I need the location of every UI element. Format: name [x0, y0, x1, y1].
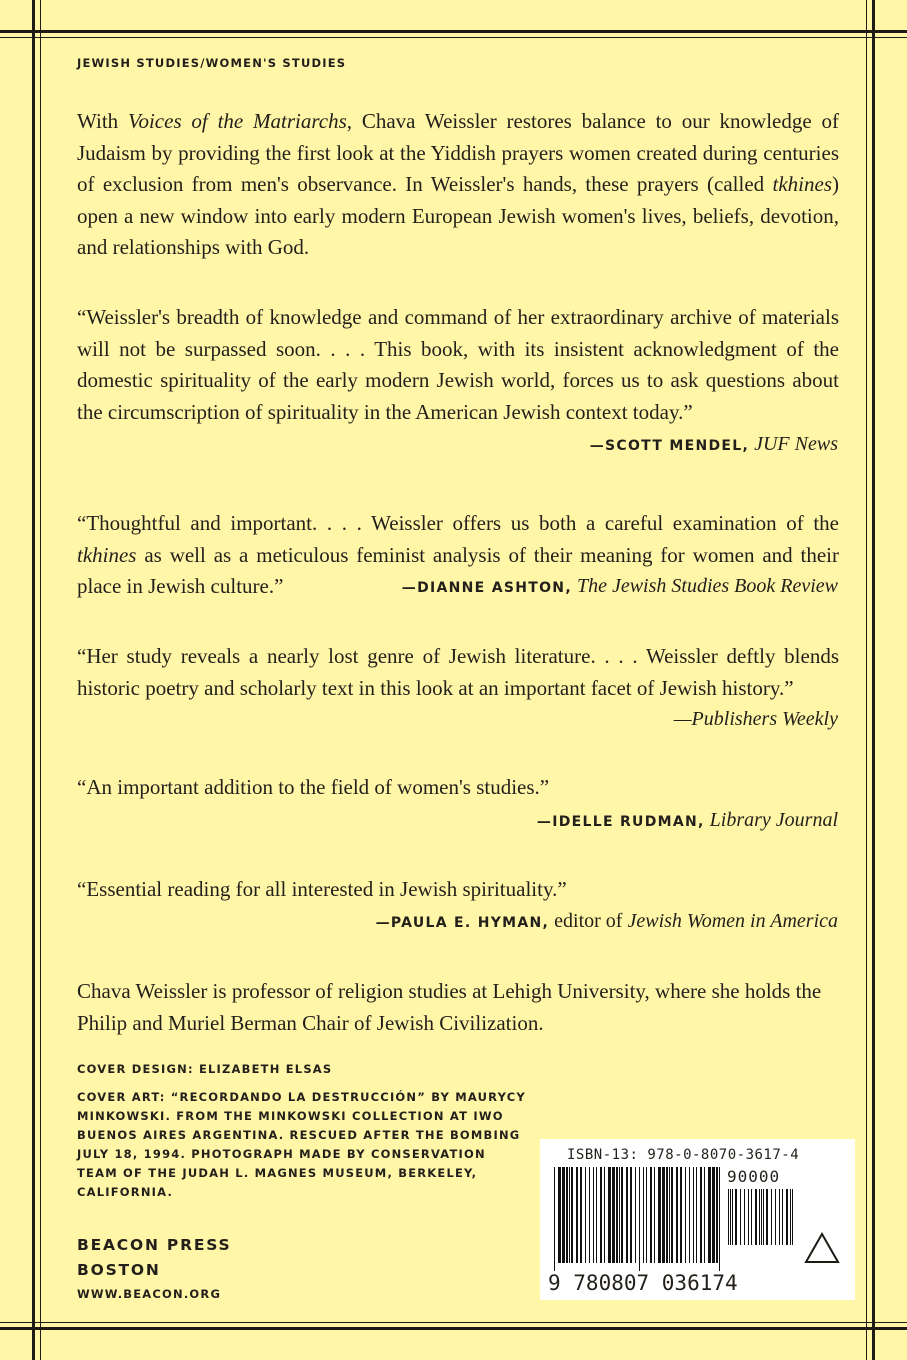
barcode-bar [593, 1167, 594, 1263]
barcode-bar [671, 1167, 673, 1263]
isbn-barcode [540, 1139, 855, 1300]
frame-rule-left-outer [32, 0, 35, 1360]
review-attribution-4 [537, 806, 838, 836]
tkhines-term: tkhines [772, 172, 832, 196]
barcode-bars [554, 1167, 724, 1271]
barcode-bar [571, 1167, 573, 1263]
cover-art-credit: COVER ART: “RECORDANDO LA DESTRUCCIÓN” BY MAURYCY MINKOWSKI. FROM THE MINKOWSKI COLLECTION AT IWO BUENOS AIRES ARGENTINA. RESCUED AFTER THE BOMBING JULY 18, 1994. PHOTOGRAPH MADE BY CONSERVATION TEAM OF THE JUDAH L. MAGNES MUSEUM, BERKELEY, CALIFORNIA. [77, 1090, 526, 1199]
barcode-bar [643, 1167, 644, 1263]
barcode-bar [786, 1189, 788, 1245]
isbn-digits: 9 780807 036174 [548, 1271, 738, 1295]
category-label: JEWISH STUDIES/WOMEN'S STUDIES [77, 56, 347, 70]
frame-rule-right-outer [872, 0, 875, 1360]
barcode-bar [712, 1167, 715, 1263]
description-pre: With [77, 109, 128, 133]
barcode-bar [608, 1167, 611, 1263]
barcode-bar [700, 1167, 702, 1263]
barcode-bar [716, 1167, 718, 1263]
barcode-bar [600, 1167, 602, 1263]
frame-rule-top-inner [0, 37, 907, 38]
barcode-bar [763, 1189, 764, 1245]
review-attribution-3 [674, 705, 838, 733]
barcode-bar [646, 1167, 647, 1263]
barcode-bar [562, 1167, 565, 1263]
barcode-bar [558, 1167, 561, 1263]
triangle-icon [804, 1232, 840, 1264]
review-quote-2-term: tkhines [77, 542, 137, 567]
frame-rule-right-inner [866, 0, 867, 1360]
review-attribution-5 [376, 907, 838, 937]
barcode-bar [676, 1167, 678, 1263]
review-quote-5: “Essential reading for all interested in Jewish spirituality.” [77, 877, 567, 901]
barcode-bar [596, 1167, 597, 1263]
book-title: Voices of the Matriarchs [127, 109, 347, 133]
barcode-bar [612, 1167, 615, 1263]
reviewer-name-5: —PAULA E. HYMAN, [375, 915, 550, 931]
frame-rule-top-outer [0, 30, 907, 33]
review-attribution-2 [402, 572, 838, 602]
barcode-bar [775, 1189, 776, 1245]
review-quote-1: “Weissler's breadth of knowledge and command of her extraordinary archive of materials will not be surpassed soon. . . . This book, with its insistent acknowledgment of the domestic spirituality of the early modern Jewish world, forces us to ask questions about the circumscription of spirituality in the American Jewish context today.” [77, 305, 839, 424]
barcode-bar [740, 1189, 741, 1245]
barcode-bar [635, 1167, 636, 1263]
barcode-bar [732, 1189, 733, 1245]
cover-design-credit: COVER DESIGN: ELIZABETH ELSAS [77, 1062, 333, 1076]
barcode-bar [621, 1167, 623, 1263]
frame-rule-bottom-outer [0, 1327, 907, 1330]
price-code: 90000 [727, 1167, 781, 1186]
review-publication-2: The Jewish Studies Book Review [576, 575, 838, 597]
review-quote-3: “Her study reveals a nearly lost genre of Jewish literature. . . . Weissler deftly blends historic poetry and scholarly text in this look at an important facet of Jewish history.” [77, 644, 839, 700]
barcode-bar [576, 1167, 578, 1263]
book-description [77, 106, 839, 264]
publisher-city: BOSTON [77, 1261, 161, 1279]
barcode-bar [650, 1167, 652, 1263]
barcode-bar [696, 1167, 697, 1263]
barcode-bar [654, 1167, 655, 1263]
review-publication-4: Library Journal [709, 809, 838, 831]
isbn-label: ISBN-13: 978-0-8070-3617-4 [567, 1147, 800, 1163]
barcode-bar [693, 1167, 694, 1263]
barcode-bar [782, 1189, 783, 1245]
review-publication-3: —Publishers Weekly [673, 708, 838, 730]
author-bio: Chava Weissler is professor of religion studies at Lehigh University, where she holds the Philip and Muriel Berman Chair of Jewish Civilization. [77, 979, 822, 1035]
publisher-website[interactable]: WWW.BEACON.ORG [77, 1287, 222, 1301]
description-post: ) open a new window into early modern European Jewish women's lives, beliefs, devotion, and relationships with God. [77, 172, 839, 259]
barcode-bar [792, 1189, 793, 1245]
review-quote-2-pre: “Thoughtful and important. . . . Weissler offers us both a careful examination of the [77, 511, 839, 535]
barcode-bar [604, 1167, 605, 1263]
barcode-bar [658, 1167, 661, 1263]
barcode-bar [630, 1167, 632, 1263]
barcode-bar [744, 1189, 745, 1245]
reviewer-name-1: —SCOTT MENDEL, [589, 438, 750, 454]
review-quote-4: “An important addition to the field of women's studies.” [77, 775, 550, 799]
barcode-bar [619, 1167, 620, 1263]
review-quote-2-post: as well as a meticulous feminist analysis of their meaning for women and their place in Jewish culture.” [77, 542, 839, 598]
barcode-bar [680, 1167, 682, 1263]
description-mid: , Chava Weissler restores balance to our knowledge of Judaism by providing the first look at the Yiddish prayers women created during centuries of exclusion from men's observance. In Weissler's hands, these prayers (called [77, 109, 839, 196]
barcode-bar [719, 1167, 720, 1271]
barcode-bar [585, 1167, 586, 1263]
barcode-bar [569, 1167, 570, 1263]
reviewer-name-2: —DIANNE ASHTON, [401, 580, 572, 596]
barcode-bar [589, 1167, 590, 1263]
barcode-bar [730, 1189, 731, 1245]
review-attribution-1 [590, 430, 838, 460]
review-extra-5: editor of [554, 910, 623, 932]
frame-rule-bottom-inner [0, 1322, 907, 1323]
barcode-bar [669, 1167, 670, 1263]
barcode-bar [790, 1189, 791, 1245]
review-publication-5: Jewish Women in America [627, 910, 838, 932]
barcode-bar [554, 1167, 555, 1271]
review-publication-1: JUF News [754, 433, 838, 455]
barcode-bar [708, 1167, 711, 1263]
barcode-bar [626, 1167, 628, 1263]
barcode-bar [704, 1167, 705, 1263]
barcode-bar [779, 1189, 780, 1245]
barcode-bar [689, 1167, 690, 1263]
frame-rule-left-inner [40, 0, 41, 1360]
reviewer-name-4: —IDELLE RUDMAN, [536, 814, 705, 830]
barcode-bar [639, 1167, 640, 1271]
barcode-bar [761, 1189, 762, 1245]
barcode-bar [755, 1189, 757, 1245]
barcode-bar [616, 1167, 618, 1263]
barcode-bar [662, 1167, 665, 1263]
barcode-bar [735, 1189, 737, 1245]
price-barcode-bars [728, 1189, 798, 1249]
barcode-bar [748, 1189, 749, 1245]
barcode-bar [751, 1189, 752, 1245]
barcode-bar [771, 1189, 772, 1245]
barcode-bar [666, 1167, 668, 1263]
barcode-bar [685, 1167, 686, 1263]
barcode-bar [566, 1167, 568, 1263]
barcode-bar [728, 1189, 729, 1245]
barcode-bar [766, 1189, 768, 1245]
publisher-name: BEACON PRESS [77, 1236, 232, 1254]
barcode-bar [759, 1189, 760, 1245]
barcode-bar [580, 1167, 582, 1263]
